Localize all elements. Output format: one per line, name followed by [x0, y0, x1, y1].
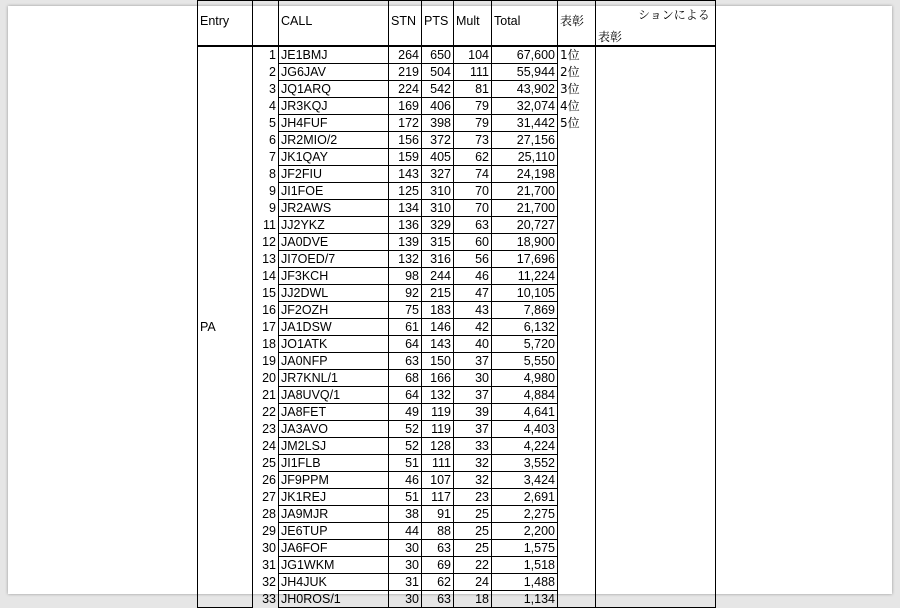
pts-cell: 650 [422, 46, 454, 64]
stn-cell: 52 [389, 438, 422, 455]
pts-cell: 398 [422, 115, 454, 132]
rank-cell: 27 [253, 489, 279, 506]
mult-cell: 56 [454, 251, 492, 268]
total-cell: 4,884 [492, 387, 558, 404]
award-rank-label: 5位 [560, 116, 580, 130]
rank-cell: 14 [253, 268, 279, 285]
results-table [197, 0, 716, 608]
mult-cell: 43 [454, 302, 492, 319]
callsign-cell: JA1DSW [279, 319, 389, 336]
total-cell: 21,700 [492, 200, 558, 217]
callsign-cell: JI1FLB [279, 455, 389, 472]
mult-cell: 104 [454, 46, 492, 64]
stn-cell: 46 [389, 472, 422, 489]
pts-cell: 91 [422, 506, 454, 523]
callsign-cell: JA9MJR [279, 506, 389, 523]
rank-cell: 11 [253, 217, 279, 234]
mult-cell: 46 [454, 268, 492, 285]
pts-cell: 504 [422, 64, 454, 81]
award-rank-label: 4位 [560, 99, 580, 113]
callsign-cell: JE6TUP [279, 523, 389, 540]
stn-cell: 169 [389, 98, 422, 115]
mult-cell: 37 [454, 387, 492, 404]
callsign-cell: JH4FUF [279, 115, 389, 132]
callsign-cell: JA0NFP [279, 353, 389, 370]
stn-cell: 44 [389, 523, 422, 540]
total-cell: 4,224 [492, 438, 558, 455]
header-row [198, 1, 716, 47]
callsign-cell: JF2OZH [279, 302, 389, 319]
total-cell: 18,900 [492, 234, 558, 251]
mult-cell: 33 [454, 438, 492, 455]
callsign-cell: JK1REJ [279, 489, 389, 506]
stn-cell: 38 [389, 506, 422, 523]
mult-cell: 23 [454, 489, 492, 506]
callsign-cell: JR3KQJ [279, 98, 389, 115]
rank-cell: 13 [253, 251, 279, 268]
pts-cell: 62 [422, 574, 454, 591]
rank-cell: 7 [253, 149, 279, 166]
rank-cell: 18 [253, 336, 279, 353]
mult-cell: 70 [454, 183, 492, 200]
callsign-cell: JG1WKM [279, 557, 389, 574]
stn-cell: 264 [389, 46, 422, 64]
mult-cell: 25 [454, 506, 492, 523]
callsign-cell: JA3AVO [279, 421, 389, 438]
pts-cell: 183 [422, 302, 454, 319]
rank-cell: 32 [253, 574, 279, 591]
rank-cell: 20 [253, 370, 279, 387]
callsign-cell: JA6FOF [279, 540, 389, 557]
rank-cell: 24 [253, 438, 279, 455]
rank-cell: 33 [253, 591, 279, 608]
stn-cell: 64 [389, 387, 422, 404]
header-entry: Entry [198, 1, 253, 47]
stn-cell: 51 [389, 455, 422, 472]
pts-cell: 166 [422, 370, 454, 387]
mult-cell: 70 [454, 200, 492, 217]
total-cell: 7,869 [492, 302, 558, 319]
stn-cell: 61 [389, 319, 422, 336]
header-call: CALL [279, 1, 389, 47]
pts-cell: 128 [422, 438, 454, 455]
pts-cell: 406 [422, 98, 454, 115]
header-extra-line1: ションによる [638, 8, 710, 22]
callsign-cell: JJ2YKZ [279, 217, 389, 234]
stn-cell: 51 [389, 489, 422, 506]
callsign-cell: JH4JUK [279, 574, 389, 591]
results-sheet [197, 0, 720, 606]
header-total: Total [492, 1, 558, 47]
rank-cell: 1 [253, 46, 279, 64]
pts-cell: 244 [422, 268, 454, 285]
mult-cell: 42 [454, 319, 492, 336]
award-column [558, 46, 596, 608]
stn-cell: 30 [389, 540, 422, 557]
total-cell: 2,275 [492, 506, 558, 523]
stn-cell: 75 [389, 302, 422, 319]
pts-cell: 107 [422, 472, 454, 489]
total-cell: 11,224 [492, 268, 558, 285]
rank-cell: 21 [253, 387, 279, 404]
pts-cell: 146 [422, 319, 454, 336]
pts-cell: 405 [422, 149, 454, 166]
rank-cell: 4 [253, 98, 279, 115]
mult-cell: 25 [454, 523, 492, 540]
total-cell: 1,575 [492, 540, 558, 557]
callsign-cell: JE1BMJ [279, 46, 389, 64]
total-cell: 2,691 [492, 489, 558, 506]
total-cell: 5,550 [492, 353, 558, 370]
rank-cell: 12 [253, 234, 279, 251]
total-cell: 2,200 [492, 523, 558, 540]
total-cell: 21,700 [492, 183, 558, 200]
total-cell: 5,720 [492, 336, 558, 353]
rank-cell: 2 [253, 64, 279, 81]
award-rank-label: 2位 [560, 65, 580, 79]
callsign-cell: JI7OED/7 [279, 251, 389, 268]
stn-cell: 92 [389, 285, 422, 302]
stn-cell: 219 [389, 64, 422, 81]
stn-cell: 63 [389, 353, 422, 370]
mult-cell: 40 [454, 336, 492, 353]
pts-cell: 150 [422, 353, 454, 370]
stn-cell: 64 [389, 336, 422, 353]
rank-cell: 3 [253, 81, 279, 98]
pts-cell: 315 [422, 234, 454, 251]
stn-cell: 134 [389, 200, 422, 217]
mult-cell: 79 [454, 98, 492, 115]
rank-cell: 25 [253, 455, 279, 472]
total-cell: 27,156 [492, 132, 558, 149]
header-rank [253, 1, 279, 47]
rank-cell: 15 [253, 285, 279, 302]
stn-cell: 132 [389, 251, 422, 268]
callsign-cell: JF3KCH [279, 268, 389, 285]
mult-cell: 74 [454, 166, 492, 183]
callsign-cell: JK1QAY [279, 149, 389, 166]
stn-cell: 52 [389, 421, 422, 438]
stn-cell: 30 [389, 591, 422, 608]
pts-cell: 69 [422, 557, 454, 574]
mult-cell: 79 [454, 115, 492, 132]
callsign-cell: JQ1ARQ [279, 81, 389, 98]
stn-cell: 30 [389, 557, 422, 574]
rank-cell: 9 [253, 200, 279, 217]
rank-cell: 31 [253, 557, 279, 574]
mult-cell: 32 [454, 455, 492, 472]
total-cell: 10,105 [492, 285, 558, 302]
rank-cell: 5 [253, 115, 279, 132]
stn-cell: 49 [389, 404, 422, 421]
stn-cell: 98 [389, 268, 422, 285]
pts-cell: 132 [422, 387, 454, 404]
total-cell: 1,134 [492, 591, 558, 608]
rank-cell: 16 [253, 302, 279, 319]
pts-cell: 327 [422, 166, 454, 183]
mult-cell: 60 [454, 234, 492, 251]
total-cell: 4,403 [492, 421, 558, 438]
callsign-cell: JG6JAV [279, 64, 389, 81]
stn-cell: 31 [389, 574, 422, 591]
total-cell: 3,552 [492, 455, 558, 472]
pts-cell: 215 [422, 285, 454, 302]
callsign-cell: JO1ATK [279, 336, 389, 353]
pts-cell: 88 [422, 523, 454, 540]
extra-award-column [596, 46, 716, 608]
rank-cell: 29 [253, 523, 279, 540]
mult-cell: 47 [454, 285, 492, 302]
callsign-cell: JF9PPM [279, 472, 389, 489]
total-cell: 67,600 [492, 46, 558, 64]
total-cell: 32,074 [492, 98, 558, 115]
stn-cell: 172 [389, 115, 422, 132]
stn-cell: 156 [389, 132, 422, 149]
header-mult: Mult [454, 1, 492, 47]
header-extra-award [596, 1, 716, 47]
callsign-cell: JA0DVE [279, 234, 389, 251]
mult-cell: 18 [454, 591, 492, 608]
award-rank-label: 3位 [560, 82, 580, 96]
total-cell: 25,110 [492, 149, 558, 166]
rank-cell: 19 [253, 353, 279, 370]
stn-cell: 143 [389, 166, 422, 183]
header-extra-line2: 表彰 [598, 30, 623, 44]
mult-cell: 37 [454, 353, 492, 370]
mult-cell: 73 [454, 132, 492, 149]
mult-cell: 37 [454, 421, 492, 438]
results-body [198, 46, 716, 608]
pts-cell: 310 [422, 183, 454, 200]
callsign-cell: JA8UVQ/1 [279, 387, 389, 404]
mult-cell: 39 [454, 404, 492, 421]
pts-cell: 63 [422, 540, 454, 557]
mult-cell: 22 [454, 557, 492, 574]
stn-cell: 159 [389, 149, 422, 166]
total-cell: 55,944 [492, 64, 558, 81]
rank-cell: 8 [253, 166, 279, 183]
pts-cell: 329 [422, 217, 454, 234]
mult-cell: 111 [454, 64, 492, 81]
rank-cell: 28 [253, 506, 279, 523]
rank-cell: 17 [253, 319, 279, 336]
table-row [198, 46, 716, 64]
award-rank-label: 1位 [560, 48, 580, 62]
rank-cell: 30 [253, 540, 279, 557]
header-pts: PTS [422, 1, 454, 47]
callsign-cell: JH0ROS/1 [279, 591, 389, 608]
rank-cell: 26 [253, 472, 279, 489]
rank-cell: 6 [253, 132, 279, 149]
pts-cell: 372 [422, 132, 454, 149]
pts-cell: 117 [422, 489, 454, 506]
pts-cell: 310 [422, 200, 454, 217]
total-cell: 20,727 [492, 217, 558, 234]
mult-cell: 63 [454, 217, 492, 234]
callsign-cell: JR2AWS [279, 200, 389, 217]
pts-cell: 119 [422, 421, 454, 438]
total-cell: 6,132 [492, 319, 558, 336]
mult-cell: 32 [454, 472, 492, 489]
mult-cell: 30 [454, 370, 492, 387]
mult-cell: 24 [454, 574, 492, 591]
callsign-cell: JJ2DWL [279, 285, 389, 302]
header-stn: STN [389, 1, 422, 47]
callsign-cell: JA8FET [279, 404, 389, 421]
document-page [8, 6, 892, 606]
callsign-cell: JI1FOE [279, 183, 389, 200]
mult-cell: 81 [454, 81, 492, 98]
total-cell: 31,442 [492, 115, 558, 132]
callsign-cell: JF2FIU [279, 166, 389, 183]
rank-cell: 9 [253, 183, 279, 200]
callsign-cell: JM2LSJ [279, 438, 389, 455]
pts-cell: 542 [422, 81, 454, 98]
stn-cell: 68 [389, 370, 422, 387]
total-cell: 1,518 [492, 557, 558, 574]
total-cell: 4,641 [492, 404, 558, 421]
total-cell: 24,198 [492, 166, 558, 183]
stn-cell: 136 [389, 217, 422, 234]
total-cell: 43,902 [492, 81, 558, 98]
stn-cell: 224 [389, 81, 422, 98]
pts-cell: 63 [422, 591, 454, 608]
rank-cell: 23 [253, 421, 279, 438]
entry-class-cell: PA [198, 46, 253, 608]
total-cell: 3,424 [492, 472, 558, 489]
stn-cell: 125 [389, 183, 422, 200]
pts-cell: 143 [422, 336, 454, 353]
stn-cell: 139 [389, 234, 422, 251]
callsign-cell: JR2MIO/2 [279, 132, 389, 149]
mult-cell: 25 [454, 540, 492, 557]
pts-cell: 119 [422, 404, 454, 421]
total-cell: 4,980 [492, 370, 558, 387]
total-cell: 1,488 [492, 574, 558, 591]
pts-cell: 111 [422, 455, 454, 472]
pts-cell: 316 [422, 251, 454, 268]
mult-cell: 62 [454, 149, 492, 166]
total-cell: 17,696 [492, 251, 558, 268]
rank-cell: 22 [253, 404, 279, 421]
header-award: 表彰 [558, 1, 596, 47]
callsign-cell: JR7KNL/1 [279, 370, 389, 387]
